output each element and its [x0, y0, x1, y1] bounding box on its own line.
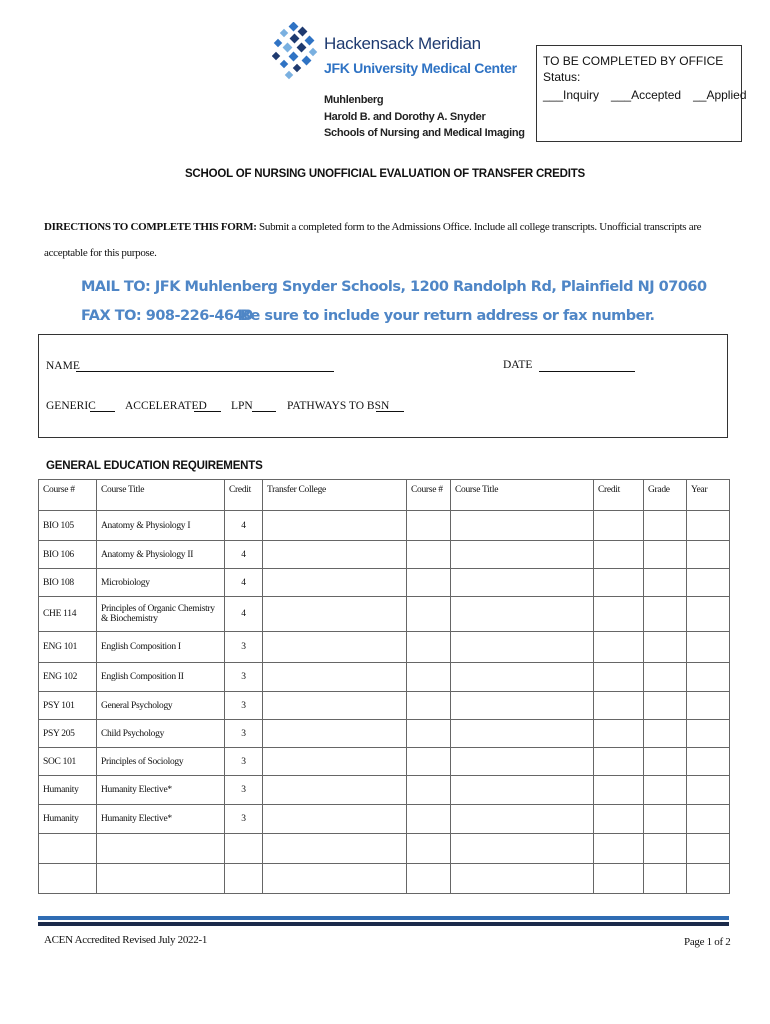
year-cell[interactable]	[687, 748, 730, 776]
year-cell[interactable]	[687, 569, 730, 597]
col-transfer-course-title: Course Title	[451, 480, 594, 511]
credit-cell: 3	[225, 663, 263, 692]
transfer-course-num-cell[interactable]	[407, 776, 451, 805]
hackensack-meridian-logo-icon	[272, 22, 318, 84]
year-cell[interactable]	[687, 864, 730, 894]
year-cell[interactable]	[687, 834, 730, 864]
grade-cell[interactable]	[644, 511, 687, 541]
status-inquiry[interactable]: ___Inquiry	[543, 88, 600, 102]
grade-cell[interactable]	[644, 541, 687, 569]
course-num-cell: BIO 108	[39, 569, 97, 597]
year-cell[interactable]	[687, 511, 730, 541]
transfer-course-num-cell[interactable]	[407, 597, 451, 632]
credit-cell: 3	[225, 748, 263, 776]
credit-cell: 4	[225, 511, 263, 541]
transfer-college-cell[interactable]	[263, 569, 407, 597]
directions	[44, 214, 734, 266]
transfer-course-num-cell[interactable]	[407, 663, 451, 692]
table-row	[39, 864, 730, 894]
credit-cell: 3	[225, 776, 263, 805]
mail-to-line: MAIL TO: JFK Muhlenberg Snyder Schools, 1200 Randolph Rd, Plainfield NJ 07060	[81, 279, 707, 295]
transfer-course-title-cell[interactable]	[451, 864, 594, 894]
grade-cell[interactable]	[644, 720, 687, 748]
status-label: Status:	[543, 70, 581, 84]
course-num-cell: BIO 105	[39, 511, 97, 541]
transfer-course-title-cell[interactable]	[451, 720, 594, 748]
course-title-cell	[97, 864, 225, 894]
transfer-college-cell[interactable]	[263, 834, 407, 864]
course-title-cell: Anatomy & Physiology I	[97, 511, 225, 541]
course-num-cell: SOC 101	[39, 748, 97, 776]
col-transfer-credit: Credit	[594, 480, 644, 511]
date-label: DATE	[503, 359, 533, 371]
course-num-cell: PSY 101	[39, 692, 97, 720]
grade-cell[interactable]	[644, 663, 687, 692]
lpn-field[interactable]	[252, 400, 276, 412]
table-header-row	[39, 480, 730, 511]
year-cell[interactable]	[687, 692, 730, 720]
course-num-cell: BIO 106	[39, 541, 97, 569]
transfer-credit-cell[interactable]	[594, 720, 644, 748]
transfer-credit-cell[interactable]	[594, 864, 644, 894]
office-box-title: TO BE COMPLETED BY OFFICE	[543, 54, 724, 68]
lpn-label: LPN	[231, 400, 253, 412]
table-row	[39, 632, 730, 663]
accelerated-field[interactable]	[194, 400, 221, 412]
transfer-credit-cell[interactable]	[594, 597, 644, 632]
table-row	[39, 541, 730, 569]
col-transfer-course-num: Course #	[407, 480, 451, 511]
footer-bar-bottom	[38, 922, 729, 926]
grade-cell[interactable]	[644, 569, 687, 597]
applicant-info-box	[38, 334, 728, 438]
course-title-cell: Child Psychology	[97, 720, 225, 748]
transfer-credit-cell[interactable]	[594, 834, 644, 864]
brand-line-3: Schools of Nursing and Medical Imaging	[324, 127, 525, 139]
table-row	[39, 776, 730, 805]
status-accepted[interactable]: ___Accepted	[611, 88, 682, 102]
generic-label: GENERIC	[46, 400, 96, 412]
grade-cell[interactable]	[644, 597, 687, 632]
grade-cell[interactable]	[644, 805, 687, 834]
course-title-cell: Principles of Sociology	[97, 748, 225, 776]
credit-cell	[225, 834, 263, 864]
brand-line-1: Muhlenberg	[324, 94, 384, 106]
date-field[interactable]	[539, 360, 635, 372]
transfer-college-cell[interactable]	[263, 597, 407, 632]
status-applied[interactable]: __Applied	[693, 88, 747, 102]
grade-cell[interactable]	[644, 864, 687, 894]
course-num-cell	[39, 864, 97, 894]
transfer-course-num-cell[interactable]	[407, 692, 451, 720]
col-transfer-college: Transfer College	[263, 480, 407, 511]
credit-cell	[225, 864, 263, 894]
transfer-course-title-cell[interactable]	[451, 541, 594, 569]
transfer-course-title-cell[interactable]	[451, 632, 594, 663]
brand-subtitle: JFK University Medical Center	[324, 60, 517, 76]
year-cell[interactable]	[687, 776, 730, 805]
credit-cell: 3	[225, 692, 263, 720]
col-credit: Credit	[225, 480, 263, 511]
name-label: NAME	[46, 360, 80, 372]
course-title-cell: Microbiology	[97, 569, 225, 597]
brand-line-2: Harold B. and Dorothy A. Snyder	[324, 111, 486, 123]
transfer-credit-cell[interactable]	[594, 569, 644, 597]
year-cell[interactable]	[687, 597, 730, 632]
col-grade: Grade	[644, 480, 687, 511]
table-row	[39, 597, 730, 632]
transfer-course-num-cell[interactable]	[407, 834, 451, 864]
year-cell[interactable]	[687, 720, 730, 748]
transfer-credit-cell[interactable]	[594, 692, 644, 720]
transfer-course-num-cell[interactable]	[407, 541, 451, 569]
transfer-course-num-cell[interactable]	[407, 632, 451, 663]
year-cell[interactable]	[687, 805, 730, 834]
transfer-credit-cell[interactable]	[594, 663, 644, 692]
office-use-box	[536, 45, 747, 142]
transfer-college-cell[interactable]	[263, 663, 407, 692]
footer-accreditation: ACEN Accredited Revised July 2022-1	[44, 934, 208, 946]
pathways-field[interactable]	[376, 400, 404, 412]
col-year: Year	[687, 480, 730, 511]
course-num-cell: CHE 114	[39, 597, 97, 632]
transfer-course-title-cell[interactable]	[451, 748, 594, 776]
directions-label: DIRECTIONS TO COMPLETE THIS FORM:	[44, 221, 257, 233]
section-title: GENERAL EDUCATION REQUIREMENTS	[46, 460, 263, 472]
table-row	[39, 511, 730, 541]
credit-cell: 4	[225, 597, 263, 632]
generic-field[interactable]	[90, 400, 115, 412]
grade-cell[interactable]	[644, 692, 687, 720]
transfer-college-cell[interactable]	[263, 805, 407, 834]
requirements-table	[38, 479, 730, 894]
transfer-college-cell[interactable]	[263, 511, 407, 541]
transfer-college-cell[interactable]	[263, 776, 407, 805]
grade-cell[interactable]	[644, 748, 687, 776]
transfer-course-title-cell[interactable]	[451, 597, 594, 632]
course-title-cell: Principles of Organic Chemistry & Biochemistry	[97, 597, 225, 632]
year-cell[interactable]	[687, 663, 730, 692]
year-cell[interactable]	[687, 632, 730, 663]
table-row	[39, 569, 730, 597]
transfer-credit-cell[interactable]	[594, 748, 644, 776]
footer-bar-top	[38, 916, 729, 920]
col-course-num: Course #	[39, 480, 97, 511]
course-num-cell: Humanity	[39, 776, 97, 805]
course-title-cell: General Psychology	[97, 692, 225, 720]
transfer-credit-cell[interactable]	[594, 541, 644, 569]
transfer-course-title-cell[interactable]	[451, 776, 594, 805]
grade-cell[interactable]	[644, 776, 687, 805]
course-num-cell	[39, 834, 97, 864]
transfer-credit-cell[interactable]	[594, 632, 644, 663]
transfer-course-title-cell[interactable]	[451, 569, 594, 597]
course-num-cell: Humanity	[39, 805, 97, 834]
transfer-course-num-cell[interactable]	[407, 720, 451, 748]
transfer-course-num-cell[interactable]	[407, 511, 451, 541]
transfer-course-title-cell[interactable]	[451, 511, 594, 541]
transfer-course-num-cell[interactable]	[407, 569, 451, 597]
transfer-course-num-cell[interactable]	[407, 748, 451, 776]
transfer-college-cell[interactable]	[263, 864, 407, 894]
transfer-credit-cell[interactable]	[594, 511, 644, 541]
form-title: SCHOOL OF NURSING UNOFFICIAL EVALUATION OF TRANSFER CREDITS	[184, 168, 586, 180]
table-row	[39, 720, 730, 748]
credit-cell: 4	[225, 569, 263, 597]
transfer-college-cell[interactable]	[263, 720, 407, 748]
course-num-cell: PSY 205	[39, 720, 97, 748]
transfer-course-num-cell[interactable]	[407, 864, 451, 894]
pathways-label: PATHWAYS TO BSN	[287, 400, 390, 412]
transfer-college-cell[interactable]	[263, 692, 407, 720]
directions-text: Submit a completed form to the Admissions Office. Include all college transcripts. Unofficial transcripts are acceptable for this purpose.	[44, 221, 702, 259]
credit-cell: 4	[225, 541, 263, 569]
transfer-college-cell[interactable]	[263, 541, 407, 569]
fax-line: FAX TO: 908-226-4640	[81, 308, 253, 324]
grade-cell[interactable]	[644, 632, 687, 663]
name-field[interactable]	[76, 360, 334, 372]
transfer-course-title-cell[interactable]	[451, 805, 594, 834]
transfer-credit-cell[interactable]	[594, 776, 644, 805]
table-row	[39, 805, 730, 834]
course-title-cell	[97, 834, 225, 864]
transfer-course-title-cell[interactable]	[451, 663, 594, 692]
table-row	[39, 748, 730, 776]
transfer-college-cell[interactable]	[263, 632, 407, 663]
table-row	[39, 663, 730, 692]
year-cell[interactable]	[687, 541, 730, 569]
grade-cell[interactable]	[644, 834, 687, 864]
transfer-credit-cell[interactable]	[594, 805, 644, 834]
course-num-cell: ENG 101	[39, 632, 97, 663]
table-row	[39, 692, 730, 720]
transfer-college-cell[interactable]	[263, 748, 407, 776]
credit-cell: 3	[225, 632, 263, 663]
brand-name: Hackensack Meridian	[324, 34, 481, 53]
accelerated-label: ACCELERATED	[125, 400, 207, 412]
col-course-title: Course Title	[97, 480, 225, 511]
credit-cell: 3	[225, 720, 263, 748]
page-number: Page 1 of 2	[684, 936, 731, 948]
course-title-cell: Anatomy & Physiology II	[97, 541, 225, 569]
credit-cell: 3	[225, 805, 263, 834]
transfer-course-num-cell[interactable]	[407, 805, 451, 834]
course-title-cell: Humanity Elective*	[97, 805, 225, 834]
course-title-cell: Humanity Elective*	[97, 776, 225, 805]
return-address-note: Be sure to include your return address or fax number.	[240, 308, 655, 324]
table-row	[39, 834, 730, 864]
transfer-course-title-cell[interactable]	[451, 834, 594, 864]
course-num-cell: ENG 102	[39, 663, 97, 692]
transfer-course-title-cell[interactable]	[451, 692, 594, 720]
course-title-cell: English Composition I	[97, 632, 225, 663]
course-title-cell: English Composition II	[97, 663, 225, 692]
